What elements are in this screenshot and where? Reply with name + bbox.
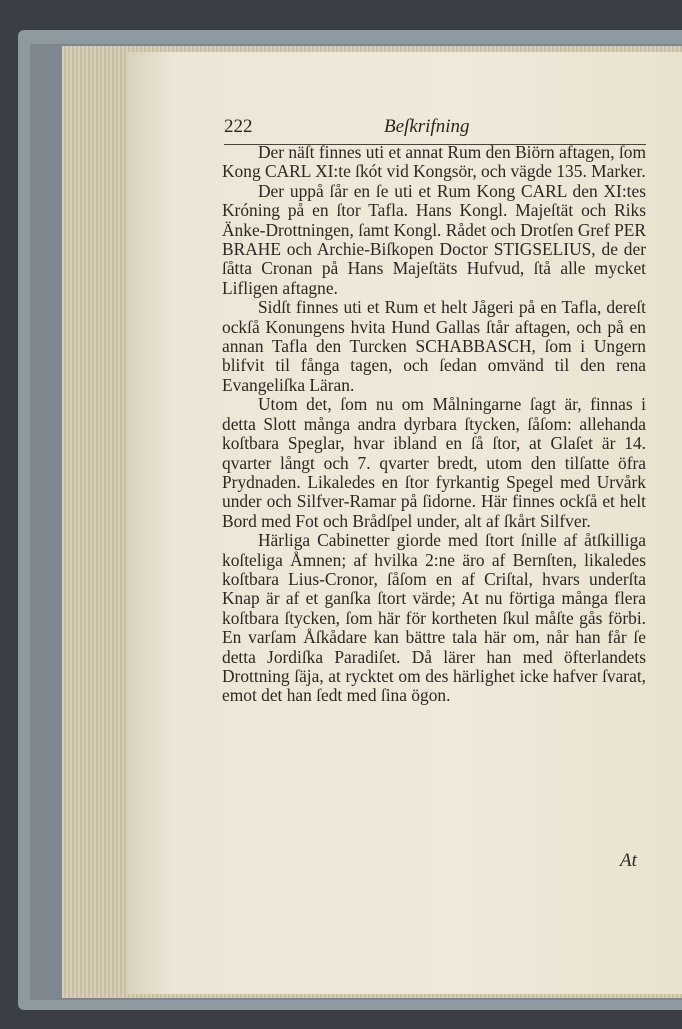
paragraph: Der näſt finnes uti et annat Rum den Biörn aftagen, ſom Kong CARL XI:te ſkót vid Kongsör, och vägde 135. Marker. <box>222 142 646 182</box>
running-head: Beſkrifning <box>384 116 470 137</box>
paragraph: Härliga Cabinetter giorde med ſtort ſnille af åtſkilliga koſteliga Åmnen; af hvilka 2:ne äro af Bernſten, likaledes koſtbara Lius-Cronor, ſåſom en af Criſtal, hvars underſta Knap är af et ganſka ſtort värde; At nu förtiga många flera koſtbara ſtycken, ſom här för kortheten ſkul måſte gås förbi. En varſam Åſkådare kan bättre tala här om, når han får ſe detta Jordiſka Paradiſet. Då lärer han med öfterlandets Drottning ſäja, at rycktet om des härlighet icke hafver ſvarat, emot det han ſedt med ſina ögon. <box>222 530 646 706</box>
paragraph: Sidſt finnes uti et Rum et helt Jågeri på en Tafla, dereſt ockſå Konungens hvita Hund Gallas ſtår aftagen, och på en annan Tafla den Turcken SCHABBASCH, ſom i Ungern blifvit til fånga tagen, och ſedan omvänd til den rena Evangeliſka Läran. <box>222 297 646 395</box>
catchword: At <box>620 850 637 871</box>
paragraph: Der uppå ſår en ſe uti et Rum Kong CARL den XI:tes Króning på en ſtor Tafla. Hans Kongl. Majeſtät och Riks Änke-Drottningen, ſamt Kongl. Rådet och Drotſen Gref PER BRAHE och Archie-Biſkopen Doctor STIGSELIUS, de der ſåtta Cronan på Hans Majeſtäts Hufvud, ſtå alle mycket Lifligen aftagne. <box>222 180 646 298</box>
paragraph: Utom det, ſom nu om Målningarne ſagt är, finnas i detta Slott många andra dyrbara ſtycken, ſåſom: allehanda koſtbara Speglar, hvar ibland en ſå ſtor, at Glaſet är 14. qvarter långt och 7. qvarter bredt, utom den tilſatte öfra Prydnaden. Likaledes en ſtor fyrkantig Spegel med Urvårk under och Silfver-Ramar på ſidorne. Här finnes ockſå et helt Bord med Fot och Brådſpel under, alt af ſkårt Silfver. <box>222 394 646 531</box>
page-number: 222 <box>224 116 253 137</box>
body-text <box>222 143 646 706</box>
